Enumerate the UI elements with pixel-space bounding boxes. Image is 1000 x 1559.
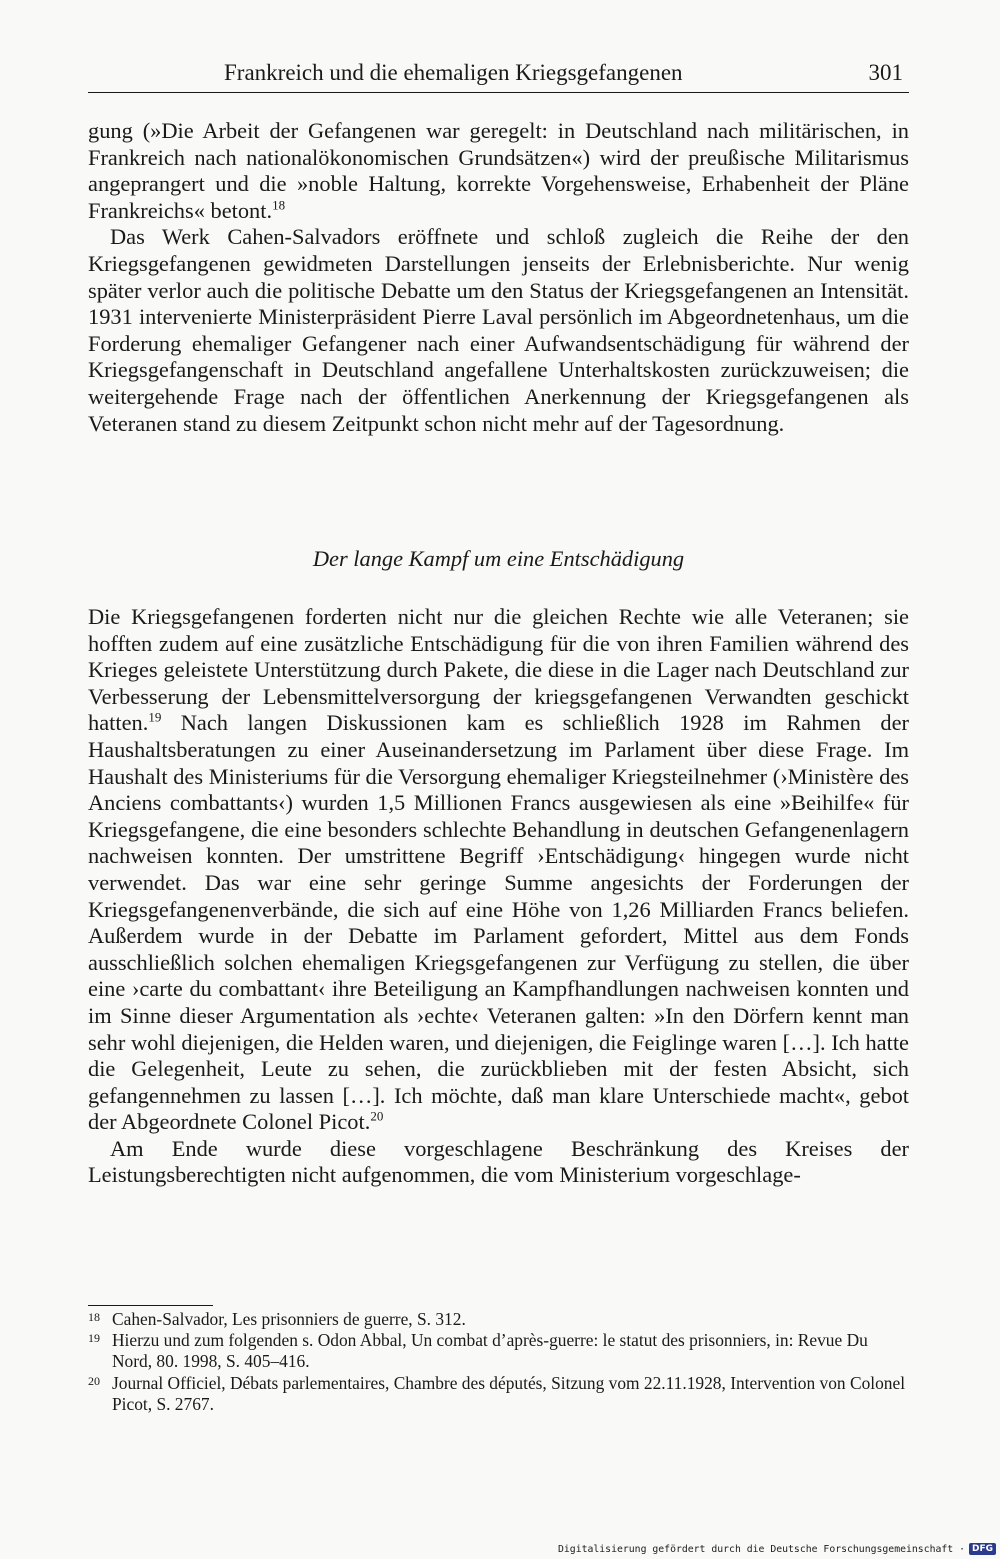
footnote-number: 18 bbox=[88, 1310, 100, 1324]
footnote-text: Hierzu und zum folgenden s. Odon Abbal, Un combat d’après-guerre: le statut des prisonniers, in: Revue Du Nord, 80. 1998, S. 405–416. bbox=[112, 1330, 868, 1372]
paragraph-text: gung (»Die Arbeit der Gefangenen war geregelt: in Deutschland nach militärischen, in Frankreich nach nationalökonomischen Grundsätzen«) wird der preußische Militarismus angeprangert und die »noble Haltung, korrekte Vorgehensweise, Erhabenheit der Pläne Frankreichs« betont. bbox=[88, 118, 909, 223]
dfg-logo-icon: DFG bbox=[969, 1543, 996, 1555]
section-heading: Der lange Kampf um eine Entschädigung bbox=[312, 546, 685, 571]
body-text-lower bbox=[88, 604, 909, 1189]
page-number: 301 bbox=[868, 60, 903, 85]
footnote-ref: 18 bbox=[272, 197, 286, 213]
banner-text: Digitalisierung gefördert durch die Deutsche Forschungsgemeinschaft · bbox=[558, 1543, 965, 1555]
digitization-banner bbox=[558, 1543, 996, 1555]
paragraph-text: Das Werk Cahen-Salvadors eröffnete und schloß zugleich die Reihe der den Kriegsgefangenen gewidmeten Darstellungen jenseits der Erlebnisberichte. Nur wenig später verlor auch die politische Debatte um den Status der Kriegsgefangenen an Intensität. 1931 intervenierte Ministerpräsident Pierre Laval persönlich im Abgeordnetenhaus, um die Forderung ehemaliger Gefangener nach einer Aufwandsentschädigung für während der Kriegsgefangenschaft in Deutschland angefallene Unterhaltskosten zurückzuweisen; die weitergehende Frage nach der öffentlichen Anerkennung der Kriegsgefangenen als Veteranen stand zu diesem Zeitpunkt schon nicht mehr auf der Tagesordnung. bbox=[88, 224, 909, 436]
paragraph bbox=[88, 118, 909, 224]
footnote-number: 20 bbox=[88, 1373, 100, 1388]
page-header bbox=[88, 60, 909, 93]
footnote-ref: 20 bbox=[370, 1108, 384, 1124]
footnotes bbox=[88, 1309, 909, 1415]
footnote-ref: 19 bbox=[148, 709, 162, 725]
running-title: Frankreich und die ehemaligen Kriegsgefangenen bbox=[224, 60, 683, 85]
footnote-number: 19 bbox=[88, 1331, 100, 1346]
footnote-divider bbox=[88, 1305, 213, 1306]
body-text-upper bbox=[88, 118, 909, 437]
footnote-text: Journal Officiel, Débats parlementaires, Chambre des députés, Sitzung vom 22.11.1928, Intervention von Colonel Picot, S. 2767. bbox=[112, 1372, 906, 1414]
paragraph-text: Die Kriegsgefangenen forderten nicht nur die gleichen Rechte wie alle Veteranen; sie hofften zudem auf eine zusätzliche Entschädigung für die von ihren Familien während des Krieges geleistete Unterstützung durch Pakete, die diese in die Lager nach Deutschland zur Verbesserung der Lebensmittelversorgung der kriegsgefangenen Verwandten geschickt hatten. bbox=[88, 604, 909, 736]
paragraph-text: Am Ende wurde diese vorgeschlagene Beschränkung des Kreises der Leistungsberechtigten nicht aufgenommen, die vom Ministerium vorgeschlage- bbox=[88, 1135, 909, 1188]
footnote bbox=[88, 1309, 909, 1330]
paragraph bbox=[88, 604, 909, 1136]
paragraph-text: Nach langen Diskussionen kam es schließlich 1928 im Rahmen der Haushaltsberatungen zu einer Auseinandersetzung im Parlament über diese Frage. Im Haushalt des Ministeriums für die Versorgung ehemaliger Kriegsteilnehmer (›Ministère des Anciens combattants‹) wurden 1,5 Millionen Francs ausgewiesen als eine »Beihilfe« für Kriegsgefangene, die eine besonders schlechte Behandlung in deutschen Gefangenenlagern nachweisen konnten. Der umstrittene Begriff ›Entschädigung‹ hingegen wurde nicht verwendet. Das war eine sehr geringe Summe angesichts der Forderungen der Kriegsgefangenenverbände, die sich auf eine Höhe von 1,26 Milliarden Francs beliefen. Außerdem wurde in der Debatte im Parlament gefordert, Mittel aus dem Fonds ausschließlich solchen ehemaligen Kriegsgefangenen zur Verfügung zu stellen, die über eine ›carte du combattant‹ ihre Beteiligung an Kampfhandlungen nachweisen konnten und im Sinne dieser Argumentation als ›echte‹ Veteranen galten: »In den Dörfern kennt man sehr wohl diejenigen, die Helden waren, und diejenigen, die Feiglinge waren […]. Ich hatte die Gelegenheit, Leute zu sehen, die zurückblieben mit der festen Absicht, sich gefangennehmen zu lassen […]. Ich möchte, daß man klare Unterschiede macht«, gebot der Abgeordnete Colonel Picot. bbox=[88, 710, 909, 1135]
paragraph bbox=[88, 224, 909, 437]
paragraph bbox=[88, 1136, 909, 1189]
footnote bbox=[88, 1330, 909, 1372]
footnote bbox=[88, 1373, 909, 1415]
footnote-text: Cahen-Salvador, Les prisonniers de guerre, S. 312. bbox=[112, 1309, 466, 1329]
